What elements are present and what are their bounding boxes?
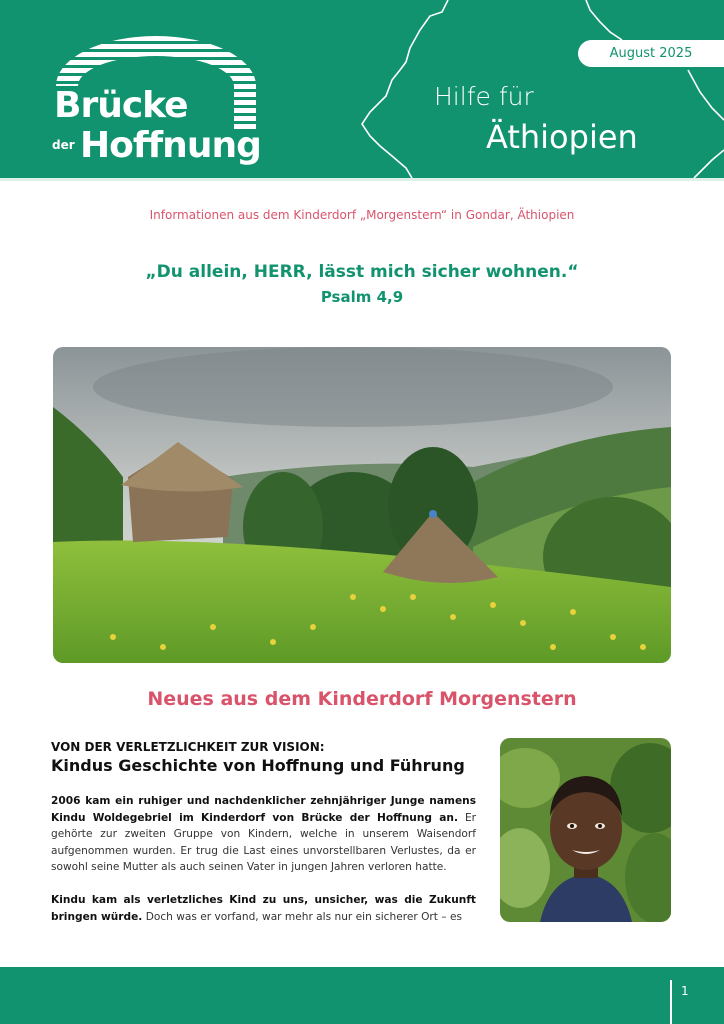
logo (50, 36, 270, 176)
article-kicker: VON DER VERLETZLICHKEIT ZUR VISION: (51, 740, 325, 754)
paragraph-1-text: Er gehörte zur zweiten Gruppe von Kindern, welche in unserem Waisendorf aufgenommen wurden. Er trug die Last eines unvorstellbaren Verlustes, da er sowohl seine Mutter als auch seinen Vater in jungen Jahren verloren hatte. (51, 811, 476, 873)
paragraph-2-lead: Kindu kam als verletzliches Kind zu uns, unsicher, was die Zukunft bringen würde. (51, 894, 476, 923)
landscape-image (53, 347, 671, 663)
logo-word-bruecke: Brücke (54, 85, 188, 126)
footer-band (0, 967, 724, 1024)
tagline-aethiopien: Äthiopien (486, 118, 638, 156)
section-title: Neues aus dem Kinderdorf Morgenstern (147, 688, 577, 710)
logo-word-der: der (52, 138, 75, 152)
quote-source: Psalm 4,9 (320, 288, 404, 306)
footer-divider (670, 980, 672, 1024)
header-band (0, 0, 724, 178)
tagline-hilfe: Hilfe für (434, 82, 534, 111)
portrait-photo (500, 738, 671, 922)
landscape-photo (53, 347, 671, 663)
paragraph-2-text: Doch was er vorfand, war mehr als nur ein sicherer Ort – es (142, 910, 462, 923)
bible-quote: „Du allein, HERR, lässt mich sicher wohnen.“ (145, 262, 579, 282)
boy-portrait-image (500, 738, 671, 922)
article-paragraph-1 (51, 793, 476, 876)
article-paragraph-2 (51, 892, 476, 925)
header-divider (0, 178, 724, 181)
paragraph-1-lead: 2006 kam ein ruhiger und nachdenklicher zehnjähriger Junge namens Kindu Woldegebriel im Kinderdorf von Brücke der Hoffnung an. (51, 795, 476, 824)
article-headline: Kindus Geschichte von Hoffnung und Führung (51, 756, 465, 775)
logo-word-hoffnung: Hoffnung (80, 125, 261, 166)
issue-date-badge: August 2025 (578, 40, 724, 67)
info-subtitle: Informationen aus dem Kinderdorf „Morgenstern“ in Gondar, Äthiopien (149, 208, 575, 222)
page-number: 1 (681, 984, 689, 998)
